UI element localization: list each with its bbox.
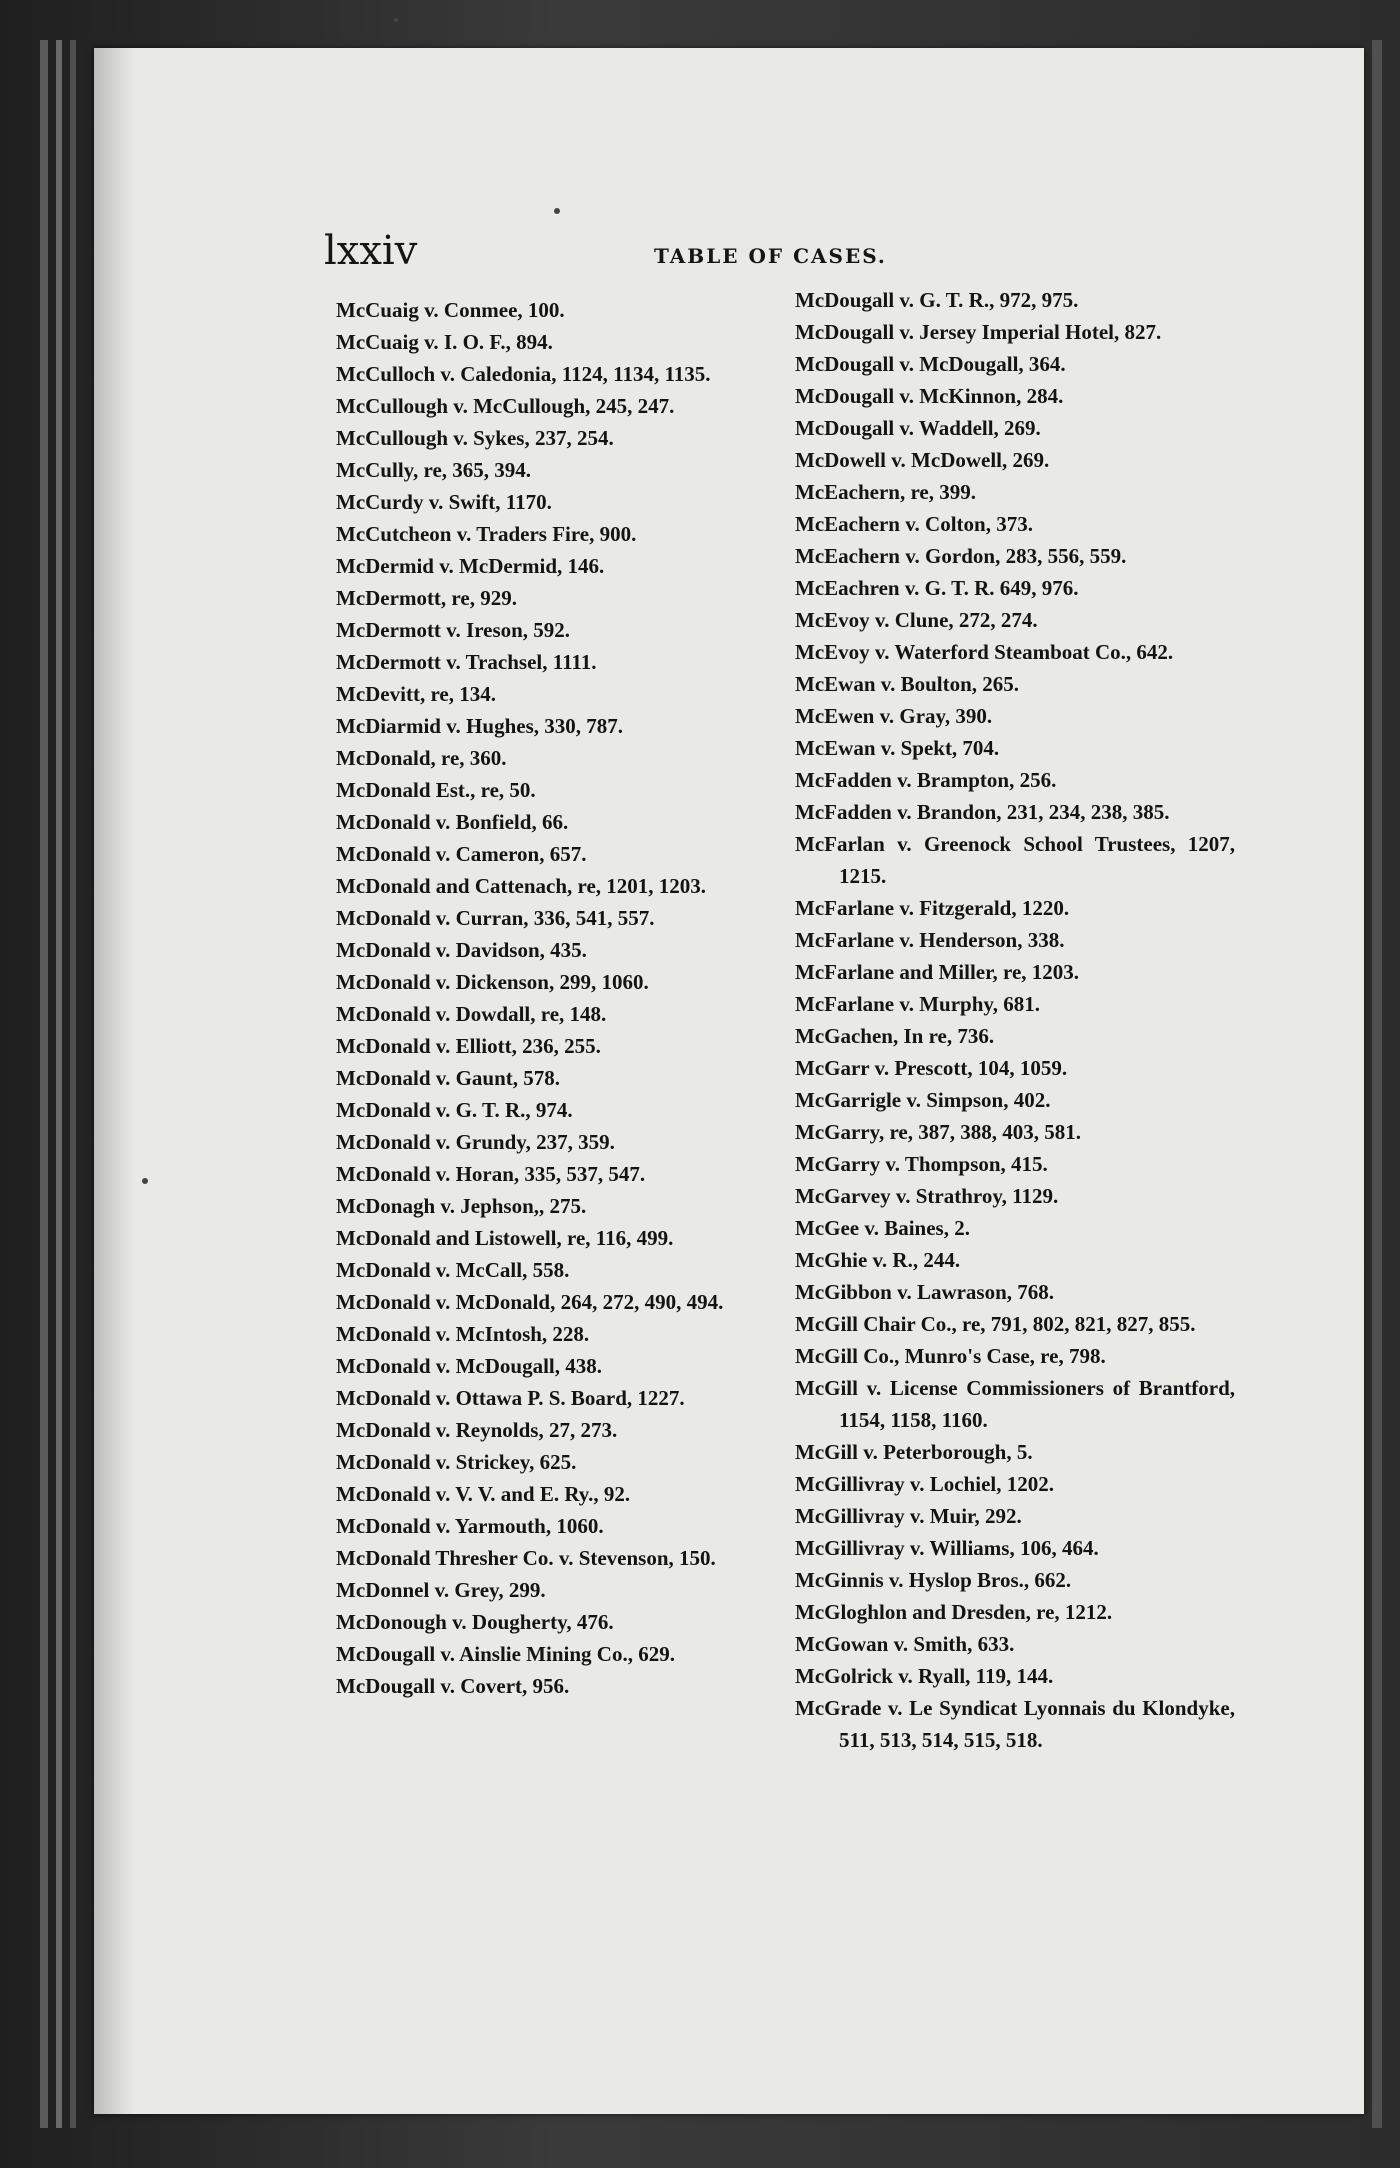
case-entry: McGhie v. R., 244. <box>795 1248 961 1272</box>
case-entry: McGill v. Peterborough, 5. <box>795 1440 1033 1464</box>
case-entry: McGarrigle v. Simpson, 402. <box>795 1088 1051 1112</box>
case-entry: McEachren v. G. T. R. 649, 976. <box>795 576 1079 600</box>
case-entry: McFarlane v. Murphy, 681. <box>795 992 1040 1016</box>
case-entry: McDonough v. Dougherty, 476. <box>336 1610 614 1634</box>
ink-speck <box>554 208 560 214</box>
running-head: TABLE OF CASES. <box>654 244 887 268</box>
case-entry: McFarlane v. Fitzgerald, 1220. <box>795 896 1070 920</box>
case-entry: McDougall v. G. T. R., 972, 975. <box>795 288 1079 312</box>
case-entry: McCullough v. Sykes, 237, 254. <box>336 426 614 450</box>
case-entry: McEvoy v. Waterford Steamboat Co., 642. <box>795 640 1174 664</box>
case-entry: McDonald v. Grundy, 237, 359. <box>336 1130 615 1154</box>
case-entry: McCullough v. McCullough, 245, 247. <box>336 394 675 418</box>
case-entry: McDonald v. Dowdall, re, 148. <box>336 1002 607 1026</box>
case-entry: McDonald v. Yarmouth, 1060. <box>336 1514 604 1538</box>
right-column <box>795 284 1235 1756</box>
case-entry: McDonald v. Ottawa P. S. Board, 1227. <box>336 1386 685 1410</box>
case-entry: McDonald Thresher Co. v. Stevenson, 150. <box>336 1546 716 1570</box>
case-entry: McFadden v. Brandon, 231, 234, 238, 385. <box>795 800 1170 824</box>
case-entry: McDonald v. Reynolds, 27, 273. <box>336 1418 618 1442</box>
case-entry: McDermott v. Trachsel, 1111. <box>336 650 597 674</box>
book-page <box>94 48 1364 2114</box>
case-entry: McDonald Est., re, 50. <box>336 778 536 802</box>
case-entry: McDonald v. Elliott, 236, 255. <box>336 1034 601 1058</box>
case-entry: McGillivray v. Lochiel, 1202. <box>795 1472 1054 1496</box>
case-entry: McEwan v. Spekt, 704. <box>795 736 1000 760</box>
case-entry: McGowan v. Smith, 633. <box>795 1632 1015 1656</box>
case-entry: McDonald v. G. T. R., 974. <box>336 1098 573 1122</box>
case-entry: McGill Co., Munro's Case, re, 798. <box>795 1344 1106 1368</box>
book-edge <box>70 40 76 2128</box>
case-entry: McDougall v. Covert, 956. <box>336 1674 570 1698</box>
case-entry: McCurdy v. Swift, 1170. <box>336 490 552 514</box>
case-entry: McCutcheon v. Traders Fire, 900. <box>336 522 637 546</box>
case-entry: McGee v. Baines, 2. <box>795 1216 970 1240</box>
case-entry: McGloghlon and Dresden, re, 1212. <box>795 1600 1113 1624</box>
case-entry: McGillivray v. Williams, 106, 464. <box>795 1536 1099 1560</box>
case-entry: McGolrick v. Ryall, 119, 144. <box>795 1664 1054 1688</box>
case-entry: McDonald v. Gaunt, 578. <box>336 1066 561 1090</box>
page-spine-shadow <box>94 48 134 2114</box>
case-entry: McGill Chair Co., re, 791, 802, 821, 827, 855. <box>795 1312 1196 1336</box>
case-entry: McGill v. License Commissioners of Brantford, 1154, 1158, 1160. <box>795 1376 1235 1432</box>
case-entry: McDonald v. V. V. and E. Ry., 92. <box>336 1482 631 1506</box>
book-edge <box>40 40 48 2128</box>
case-entry: McGinnis v. Hyslop Bros., 662. <box>795 1568 1072 1592</box>
case-entry: McDonald, re, 360. <box>336 746 507 770</box>
case-entry: McDonald v. Strickey, 625. <box>336 1450 577 1474</box>
case-entry: McGillivray v. Muir, 292. <box>795 1504 1022 1528</box>
case-entry: McFarlane v. Henderson, 338. <box>795 928 1065 952</box>
case-entry: McFadden v. Brampton, 256. <box>795 768 1057 792</box>
case-entry: McDonald v. Davidson, 435. <box>336 938 587 962</box>
left-column <box>336 294 776 1702</box>
case-entry: McCuaig v. I. O. F., 894. <box>336 330 553 354</box>
case-entry: McGarr v. Prescott, 104, 1059. <box>795 1056 1068 1080</box>
case-entry: McDonald v. Horan, 335, 537, 547. <box>336 1162 646 1186</box>
ink-speck <box>394 18 398 22</box>
case-entry: McGarry v. Thompson, 415. <box>795 1152 1048 1176</box>
case-entry: McDermott, re, 929. <box>336 586 517 610</box>
case-entry: McEachern, re, 399. <box>795 480 976 504</box>
case-entry: McEachern v. Gordon, 283, 556, 559. <box>795 544 1127 568</box>
case-entry: McDevitt, re, 134. <box>336 682 496 706</box>
book-edge <box>56 40 62 2128</box>
case-entry: McDonald v. Bonfield, 66. <box>336 810 569 834</box>
case-entry: McDonald v. Cameron, 657. <box>336 842 587 866</box>
case-entry: McGachen, In re, 736. <box>795 1024 995 1048</box>
case-entry: McDonnel v. Grey, 299. <box>336 1578 546 1602</box>
case-entry: McDermott v. Ireson, 592. <box>336 618 571 642</box>
case-entry: McGibbon v. Lawrason, 768. <box>795 1280 1055 1304</box>
case-entry: McDonald v. Dickenson, 299, 1060. <box>336 970 649 994</box>
ink-speck <box>142 1178 148 1184</box>
case-entry: McDonald v. Curran, 336, 541, 557. <box>336 906 655 930</box>
case-entry: McDonald and Cattenach, re, 1201, 1203. <box>336 874 707 898</box>
case-entry: McDonald v. McDougall, 438. <box>336 1354 602 1378</box>
case-entry: McGarvey v. Strathroy, 1129. <box>795 1184 1059 1208</box>
case-entry: McDougall v. McDougall, 364. <box>795 352 1066 376</box>
case-entry: McDougall v. Ainslie Mining Co., 629. <box>336 1642 675 1666</box>
case-entry: McCully, re, 365, 394. <box>336 458 532 482</box>
case-entry: McDowell v. McDowell, 269. <box>795 448 1050 472</box>
book-edge <box>1372 40 1382 2128</box>
case-entry: McEvoy v. Clune, 272, 274. <box>795 608 1038 632</box>
case-entry: McDonald v. McCall, 558. <box>336 1258 570 1282</box>
case-entry: McDonagh v. Jephson,, 275. <box>336 1194 587 1218</box>
case-entry: McDougall v. Waddell, 269. <box>795 416 1041 440</box>
case-entry: McFarlan v. Greenock School Trustees, 1207, 1215. <box>795 832 1235 888</box>
case-entry: McEwen v. Gray, 390. <box>795 704 993 728</box>
page-number: lxxiv <box>324 228 418 274</box>
case-entry: McEachern v. Colton, 373. <box>795 512 1033 536</box>
case-entry: McCuaig v. Conmee, 100. <box>336 298 565 322</box>
case-entry: McDermid v. McDermid, 146. <box>336 554 605 578</box>
case-entry: McGrade v. Le Syndicat Lyonnais du Klondyke, 511, 513, 514, 515, 518. <box>795 1696 1235 1752</box>
case-entry: McDonald and Listowell, re, 116, 499. <box>336 1226 674 1250</box>
case-entry: McDonald v. McIntosh, 228. <box>336 1322 590 1346</box>
case-entry: McDougall v. Jersey Imperial Hotel, 827. <box>795 320 1162 344</box>
case-entry: McDougall v. McKinnon, 284. <box>795 384 1064 408</box>
case-entry: McFarlane and Miller, re, 1203. <box>795 960 1080 984</box>
page-header <box>94 228 1364 288</box>
case-entry: McGarry, re, 387, 388, 403, 581. <box>795 1120 1081 1144</box>
case-entry: McEwan v. Boulton, 265. <box>795 672 1020 696</box>
case-entry: McCulloch v. Caledonia, 1124, 1134, 1135. <box>336 362 711 386</box>
case-entry: McDonald v. McDonald, 264, 272, 490, 494. <box>336 1290 724 1314</box>
case-entry: McDiarmid v. Hughes, 330, 787. <box>336 714 623 738</box>
